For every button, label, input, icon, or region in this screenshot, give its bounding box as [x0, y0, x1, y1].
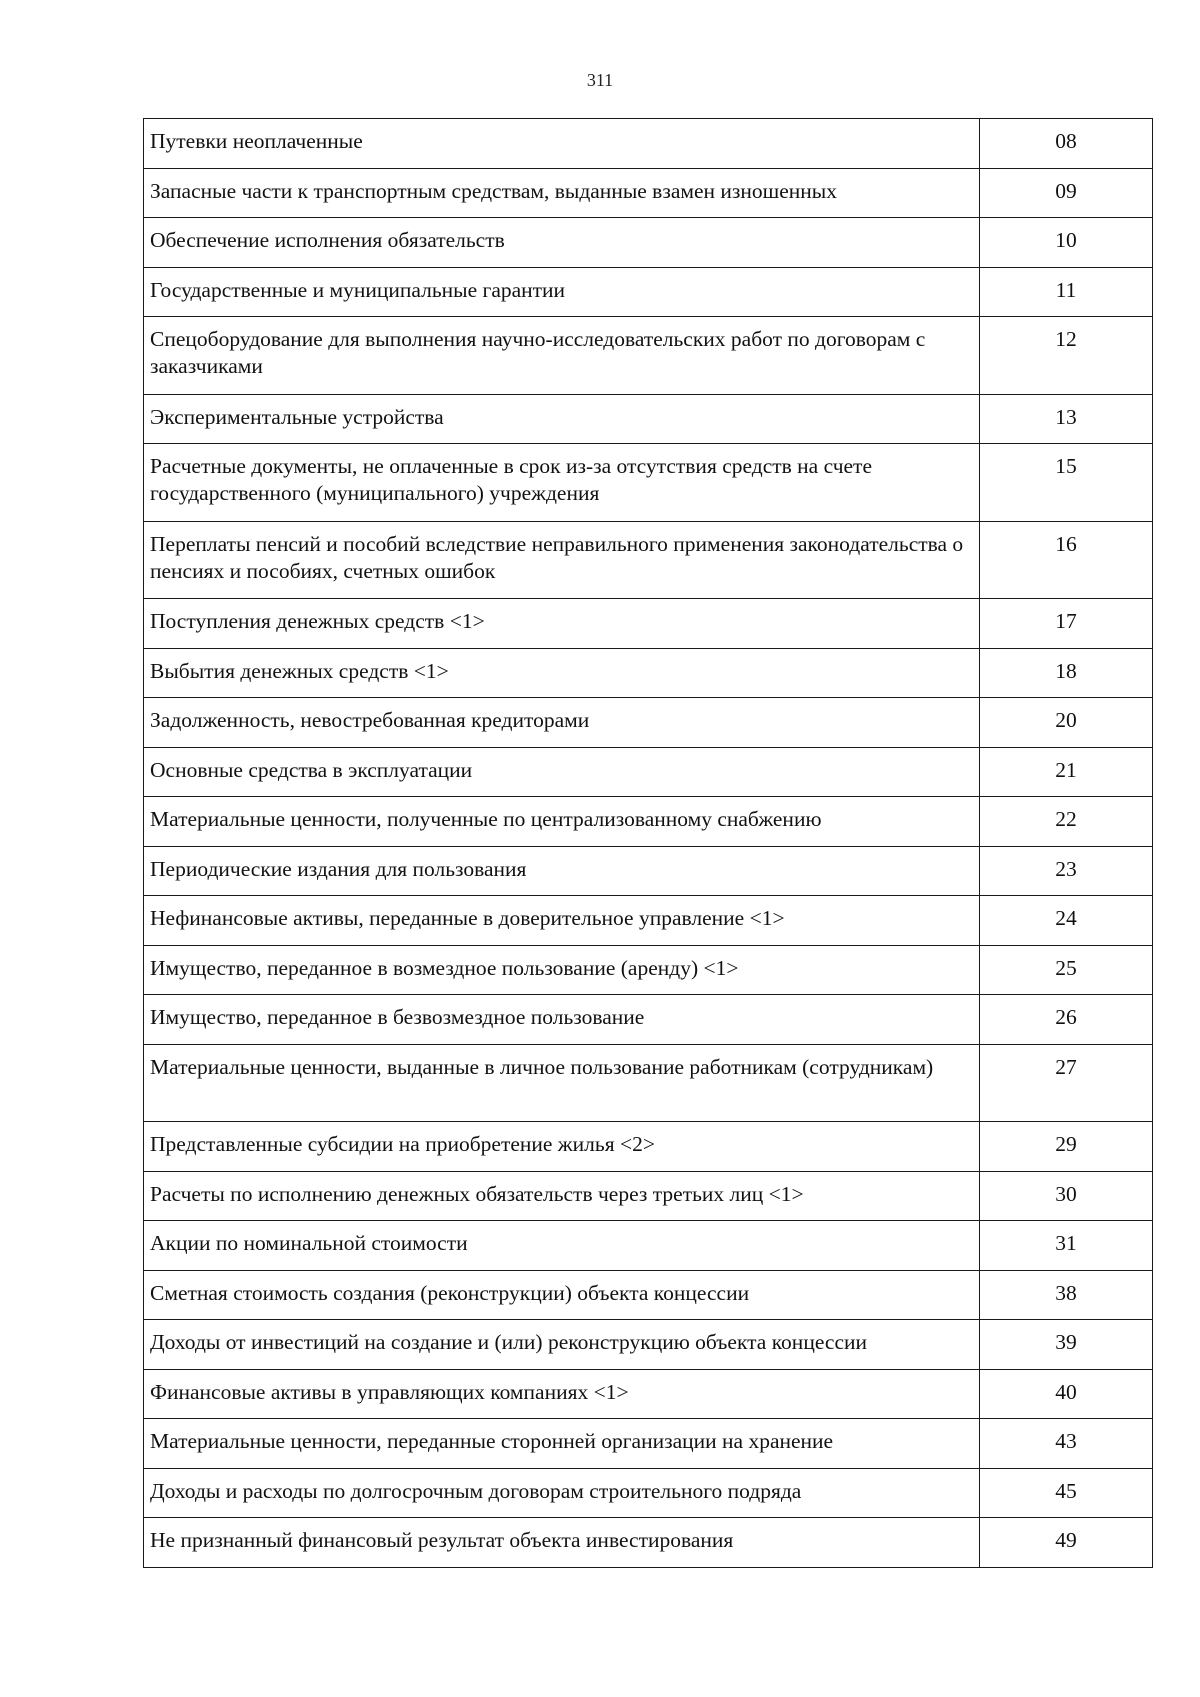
row-code: 29 — [980, 1122, 1153, 1172]
table-row — [144, 218, 1153, 268]
row-name: Экспериментальные устройства — [144, 394, 980, 444]
table-row — [144, 394, 1153, 444]
table-row — [144, 1044, 1153, 1122]
row-name: Финансовые активы в управляющих компаниях <1> — [144, 1369, 980, 1419]
row-code: 45 — [980, 1468, 1153, 1518]
table-row — [144, 995, 1153, 1045]
row-name: Переплаты пенсий и пособий вследствие неправильного применения законодательства о пенсиях и пособиях, счетных ошибок — [144, 521, 980, 599]
table-row — [144, 1419, 1153, 1469]
row-code: 27 — [980, 1044, 1153, 1122]
table-row — [144, 1171, 1153, 1221]
table-row — [144, 1468, 1153, 1518]
row-code: 49 — [980, 1518, 1153, 1568]
table-row — [144, 1270, 1153, 1320]
table-row — [144, 1369, 1153, 1419]
row-code: 13 — [980, 394, 1153, 444]
row-name: Материальные ценности, полученные по централизованному снабжению — [144, 797, 980, 847]
row-code: 08 — [980, 119, 1153, 169]
row-name: Материальные ценности, переданные сторонней организации на хранение — [144, 1419, 980, 1469]
table-row — [144, 797, 1153, 847]
table-row — [144, 317, 1153, 395]
row-name: Государственные и муниципальные гарантии — [144, 267, 980, 317]
row-name: Периодические издания для пользования — [144, 846, 980, 896]
row-name: Путевки неоплаченные — [144, 119, 980, 169]
table-row — [144, 168, 1153, 218]
row-name: Акции по номинальной стоимости — [144, 1221, 980, 1271]
row-name: Представленные субсидии на приобретение жилья <2> — [144, 1122, 980, 1172]
row-code: 16 — [980, 521, 1153, 599]
row-name: Спецоборудование для выполнения научно-исследовательских работ по договорам с заказчиками — [144, 317, 980, 395]
row-code: 17 — [980, 599, 1153, 649]
row-name: Задолженность, невостребованная кредиторами — [144, 698, 980, 748]
row-name: Доходы от инвестиций на создание и (или) реконструкцию объекта концессии — [144, 1320, 980, 1370]
row-name: Доходы и расходы по долгосрочным договорам строительного подряда — [144, 1468, 980, 1518]
row-name: Имущество, переданное в возмездное пользование (аренду) <1> — [144, 945, 980, 995]
table-row — [144, 698, 1153, 748]
row-name: Расчетные документы, не оплаченные в срок из-за отсутствия средств на счете государственного (муниципального) учреждения — [144, 444, 980, 522]
table-row — [144, 846, 1153, 896]
row-name: Обеспечение исполнения обязательств — [144, 218, 980, 268]
row-name: Нефинансовые активы, переданные в доверительное управление <1> — [144, 896, 980, 946]
table-row — [144, 444, 1153, 522]
table-row — [144, 747, 1153, 797]
table-row — [144, 1122, 1153, 1172]
row-name: Поступления денежных средств <1> — [144, 599, 980, 649]
row-code: 09 — [980, 168, 1153, 218]
row-code: 31 — [980, 1221, 1153, 1271]
row-code: 23 — [980, 846, 1153, 896]
row-name: Сметная стоимость создания (реконструкции) объекта концессии — [144, 1270, 980, 1320]
row-code: 12 — [980, 317, 1153, 395]
row-name: Выбытия денежных средств <1> — [144, 648, 980, 698]
row-code: 38 — [980, 1270, 1153, 1320]
row-code: 21 — [980, 747, 1153, 797]
accounts-table — [143, 118, 1153, 1568]
table-row — [144, 1518, 1153, 1568]
row-code: 40 — [980, 1369, 1153, 1419]
row-name: Имущество, переданное в безвозмездное пользование — [144, 995, 980, 1045]
table-row — [144, 896, 1153, 946]
row-code: 43 — [980, 1419, 1153, 1469]
row-name: Расчеты по исполнению денежных обязательств через третьих лиц <1> — [144, 1171, 980, 1221]
row-code: 30 — [980, 1171, 1153, 1221]
table-row — [144, 119, 1153, 169]
table-row — [144, 945, 1153, 995]
row-name: Материальные ценности, выданные в личное пользование работникам (сотрудникам) — [144, 1044, 980, 1122]
table-row — [144, 521, 1153, 599]
row-code: 11 — [980, 267, 1153, 317]
row-code: 20 — [980, 698, 1153, 748]
row-name: Не признанный финансовый результат объекта инвестирования — [144, 1518, 980, 1568]
row-code: 22 — [980, 797, 1153, 847]
table-row — [144, 1320, 1153, 1370]
row-code: 39 — [980, 1320, 1153, 1370]
row-code: 25 — [980, 945, 1153, 995]
row-name: Запасные части к транспортным средствам, выданные взамен изношенных — [144, 168, 980, 218]
row-code: 15 — [980, 444, 1153, 522]
table-row — [144, 1221, 1153, 1271]
row-code: 10 — [980, 218, 1153, 268]
table-row — [144, 599, 1153, 649]
row-code: 24 — [980, 896, 1153, 946]
table-row — [144, 648, 1153, 698]
row-code: 18 — [980, 648, 1153, 698]
table-row — [144, 267, 1153, 317]
row-code: 26 — [980, 995, 1153, 1045]
row-name: Основные средства в эксплуатации — [144, 747, 980, 797]
page-number: 311 — [586, 70, 614, 90]
